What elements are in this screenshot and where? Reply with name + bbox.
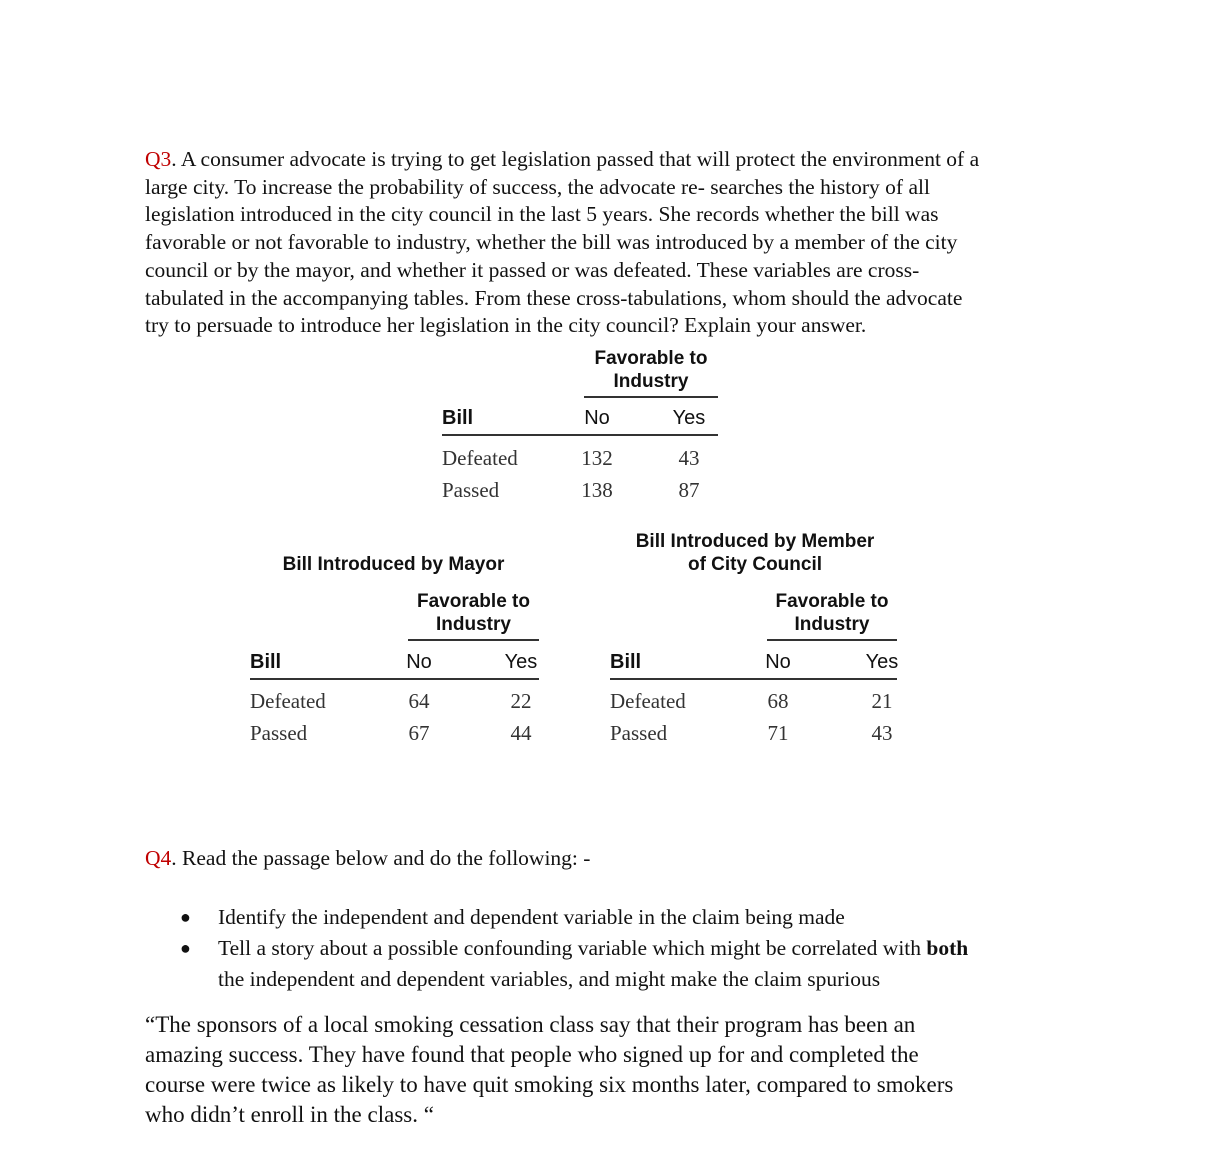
col-header-yes: Yes	[672, 407, 706, 429]
cell-value: 132	[581, 446, 613, 470]
q3-line: tabulated in the accompanying tables. From these cross-tabulations, whom should the advocate	[145, 285, 963, 310]
cell-value: 43	[871, 721, 893, 745]
cell-value: 87	[678, 478, 700, 502]
list-item: ● Identify the independent and dependent variable in the claim being made	[180, 902, 968, 933]
cell-value: 138	[581, 478, 613, 502]
col-header-no: No	[584, 407, 610, 429]
bullet-icon: ●	[180, 907, 191, 927]
list-item: ● Tell a story about a possible confounding variable which might be correlated with both the independent and dependent variables, and might make the claim spurious	[180, 933, 968, 995]
cell-value: 64	[408, 689, 430, 713]
cell-value: 21	[871, 689, 893, 713]
q4-label: Q4	[145, 846, 172, 870]
divider	[250, 678, 539, 680]
cell-value: 67	[408, 721, 430, 745]
row-header: Bill	[610, 651, 642, 673]
row-label: Defeated	[610, 689, 686, 713]
divider	[610, 678, 897, 680]
row-label: Defeated	[442, 446, 518, 470]
group-header: Favorable to Industry	[775, 591, 889, 635]
row-header: Bill	[250, 651, 282, 673]
group-header: Favorable to Industry	[594, 348, 708, 392]
col-header-no: No	[765, 651, 791, 673]
row-label: Passed	[250, 721, 308, 745]
q4-intro: Q4. Read the passage below and do the following: -	[145, 846, 591, 870]
col-header-yes: Yes	[504, 651, 538, 673]
q3-line: large city. To increase the probability of success, the advocate re- searches the history of all	[145, 174, 930, 199]
col-header-yes: Yes	[865, 651, 899, 673]
q3-line: try to persuade to introduce her legislation in the city council? Explain your answer.	[145, 313, 867, 338]
q4-task-list	[180, 902, 968, 995]
cell-value: 44	[510, 721, 532, 745]
bullet-icon: ●	[180, 938, 191, 958]
col-header-no: No	[406, 651, 432, 673]
row-label: Passed	[610, 721, 668, 745]
cell-value: 71	[767, 721, 789, 745]
cell-value: 68	[767, 689, 789, 713]
divider	[767, 639, 897, 641]
divider	[442, 434, 718, 436]
table-title: Bill Introduced by Member of City Council	[635, 531, 875, 575]
q3-label: Q3	[145, 147, 172, 171]
q3-line: council or by the mayor, and whether it passed or was defeated. These variables are cross-	[145, 257, 920, 282]
q3-line: Q3. A consumer advocate is trying to get legislation passed that will protect the environment of a	[145, 147, 980, 171]
divider	[408, 639, 539, 641]
cell-value: 43	[678, 446, 700, 470]
cell-value: 22	[510, 689, 532, 713]
q3-question	[145, 146, 979, 340]
passage-quote: “The sponsors of a local smoking cessation class say that their program has been an amazing success. They have found that people who signed up for and completed the course were twice as likely to have quit smoking six months later, compared to smokers who didn’t enroll in the class. “	[145, 1012, 954, 1127]
divider	[584, 396, 718, 398]
q3-line: favorable or not favorable to industry, whether the bill was introduced by a member of the city	[145, 230, 958, 255]
table-title: Bill Introduced by Mayor	[282, 554, 505, 575]
row-label: Passed	[442, 478, 500, 502]
q3-line: legislation introduced in the city council in the last 5 years. She records whether the bill was	[145, 202, 939, 227]
row-header: Bill	[442, 407, 474, 429]
row-label: Defeated	[250, 689, 326, 713]
group-header: Favorable to Industry	[417, 591, 530, 635]
